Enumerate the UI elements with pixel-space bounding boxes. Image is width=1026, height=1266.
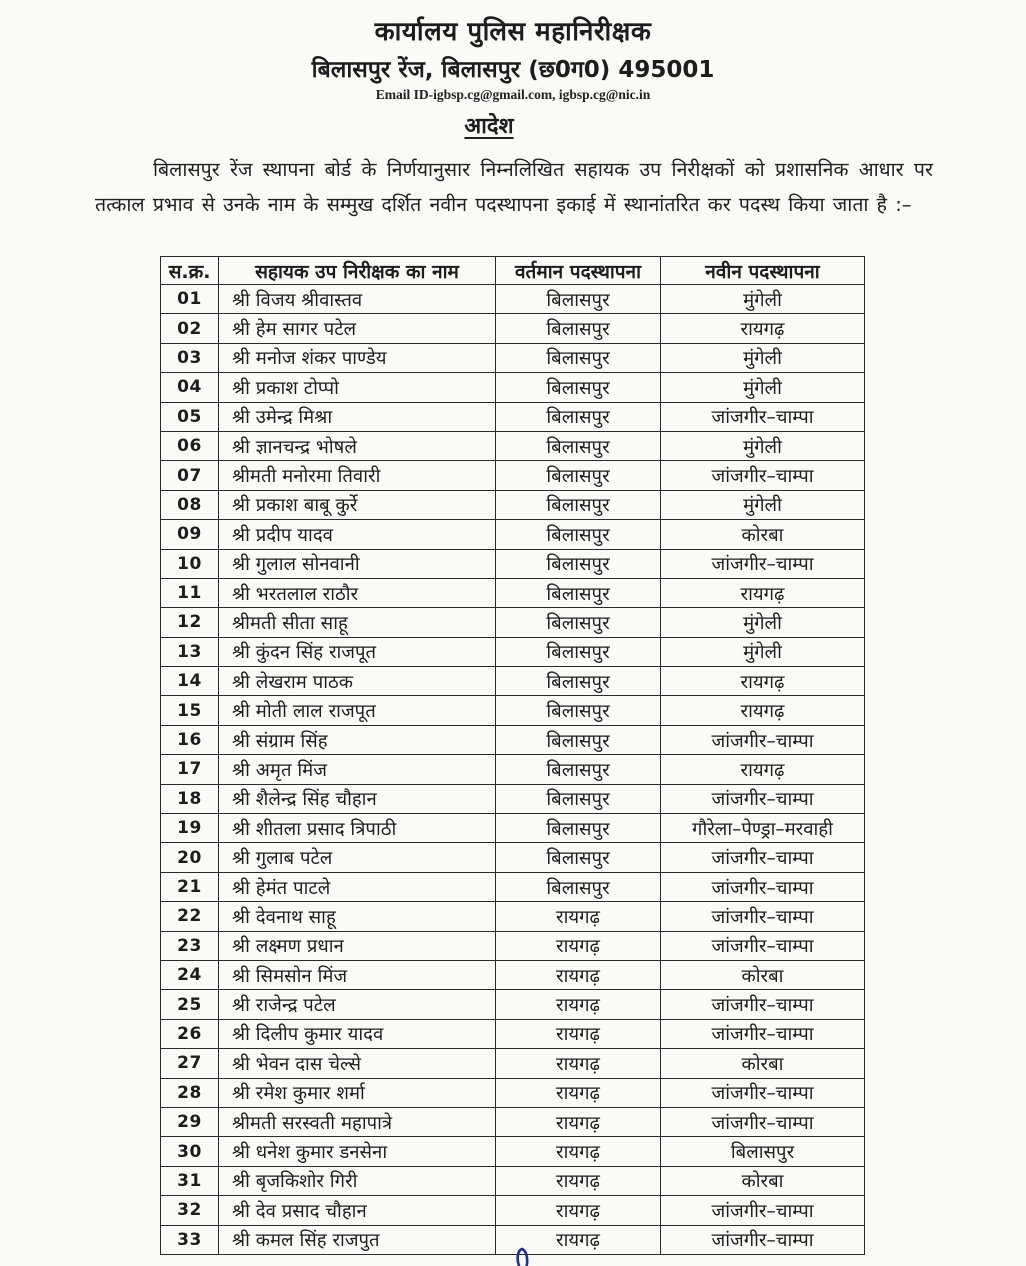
row-name-cell: श्री शीतला प्रसाद त्रिपाठी	[219, 814, 496, 843]
table-row	[161, 520, 865, 549]
row-new-posting-cell: जांजगीर–चाम्पा	[661, 1107, 865, 1136]
row-name-cell: श्री हेम सागर पटेल	[219, 314, 496, 343]
row-new-posting-cell: जांजगीर–चाम्पा	[661, 843, 865, 872]
row-name-cell: श्री कुंदन सिंह राजपूत	[219, 637, 496, 666]
table-row	[161, 373, 865, 402]
table-row	[161, 960, 865, 989]
row-current-posting-cell: बिलासपुर	[496, 520, 661, 549]
row-serial-cell: 29	[161, 1107, 219, 1136]
row-current-posting-cell: रायगढ़	[496, 990, 661, 1019]
table-row	[161, 725, 865, 754]
table-row	[161, 549, 865, 578]
table-row	[161, 755, 865, 784]
table-row	[161, 1019, 865, 1048]
row-name-cell: श्री प्रदीप यादव	[219, 520, 496, 549]
row-name-cell: श्री धनेश कुमार डनसेना	[219, 1137, 496, 1166]
table-row	[161, 343, 865, 372]
row-new-posting-cell: जांजगीर–चाम्पा	[661, 931, 865, 960]
row-current-posting-cell: बिलासपुर	[496, 784, 661, 813]
row-current-posting-cell: बिलासपुर	[496, 314, 661, 343]
row-new-posting-cell: जांजगीर–चाम्पा	[661, 784, 865, 813]
row-new-posting-cell: जांजगीर–चाम्पा	[661, 402, 865, 431]
table-row	[161, 1078, 865, 1107]
row-serial-cell: 16	[161, 725, 219, 754]
table-row	[161, 285, 865, 314]
table-row	[161, 314, 865, 343]
table-row	[161, 931, 865, 960]
row-name-cell: श्री ज्ञानचन्द्र भोषले	[219, 431, 496, 460]
row-name-cell: श्री रमेश कुमार शर्मा	[219, 1078, 496, 1107]
row-serial-cell: 19	[161, 814, 219, 843]
row-current-posting-cell: रायगढ़	[496, 902, 661, 931]
table-row	[161, 696, 865, 725]
row-name-cell: श्रीमती सरस्वती महापात्रे	[219, 1107, 496, 1136]
row-name-cell: श्री मनोज शंकर पाण्डेय	[219, 343, 496, 372]
row-name-cell: श्री राजेन्द्र पटेल	[219, 990, 496, 1019]
row-serial-cell: 03	[161, 343, 219, 372]
row-new-posting-cell: जांजगीर–चाम्पा	[661, 1225, 865, 1254]
row-new-posting-cell: रायगढ़	[661, 667, 865, 696]
row-new-posting-cell: रायगढ़	[661, 314, 865, 343]
row-serial-cell: 32	[161, 1196, 219, 1225]
order-heading-wrap	[0, 110, 1026, 140]
row-serial-cell: 09	[161, 520, 219, 549]
row-current-posting-cell: बिलासपुर	[496, 431, 661, 460]
row-current-posting-cell: रायगढ़	[496, 1107, 661, 1136]
table-row	[161, 1196, 865, 1225]
row-new-posting-cell: मुंगेली	[661, 343, 865, 372]
table-row	[161, 843, 865, 872]
row-current-posting-cell: बिलासपुर	[496, 725, 661, 754]
order-body-paragraph: बिलासपुर रेंज स्थापना बोर्ड के निर्णयानुसार निम्नलिखित सहायक उप निरीक्षकों को प्रशासनिक आधार पर तत्काल प्रभाव से उनके नाम के सम्मुख दर्शित नवीन पदस्थापना इकाई में स्थानांतरित कर पदस्थ किया जाता है :–	[95, 158, 933, 216]
row-current-posting-cell: बिलासपुर	[496, 285, 661, 314]
row-name-cell: श्री लेखराम पाठक	[219, 667, 496, 696]
row-serial-cell: 18	[161, 784, 219, 813]
row-name-cell: श्री देवनाथ साहू	[219, 902, 496, 931]
row-new-posting-cell: रायगढ़	[661, 755, 865, 784]
row-current-posting-cell: बिलासपुर	[496, 578, 661, 607]
table-row	[161, 578, 865, 607]
row-serial-cell: 21	[161, 872, 219, 901]
row-name-cell: श्री दिलीप कुमार यादव	[219, 1019, 496, 1048]
row-serial-cell: 23	[161, 931, 219, 960]
row-current-posting-cell: बिलासपुर	[496, 549, 661, 578]
table-row	[161, 637, 865, 666]
row-serial-cell: 25	[161, 990, 219, 1019]
row-serial-cell: 07	[161, 461, 219, 490]
table-row	[161, 872, 865, 901]
row-current-posting-cell: बिलासपुर	[496, 755, 661, 784]
table-row	[161, 1166, 865, 1195]
row-name-cell: श्री विजय श्रीवास्तव	[219, 285, 496, 314]
row-name-cell: श्री गुलाब पटेल	[219, 843, 496, 872]
row-name-cell: श्री संग्राम सिंह	[219, 725, 496, 754]
row-new-posting-cell: मुंगेली	[661, 608, 865, 637]
row-new-posting-cell: कोरबा	[661, 520, 865, 549]
row-serial-cell: 26	[161, 1019, 219, 1048]
row-current-posting-cell: रायगढ़	[496, 1019, 661, 1048]
table-row	[161, 402, 865, 431]
row-new-posting-cell: जांजगीर–चाम्पा	[661, 872, 865, 901]
table-row	[161, 1049, 865, 1078]
row-name-cell: श्री अमृत मिंज	[219, 755, 496, 784]
table-row	[161, 490, 865, 519]
row-current-posting-cell: रायगढ़	[496, 960, 661, 989]
row-serial-cell: 10	[161, 549, 219, 578]
blue-pen-stroke	[513, 1247, 531, 1266]
row-name-cell: श्री उमेन्द्र मिश्रा	[219, 402, 496, 431]
row-new-posting-cell: बिलासपुर	[661, 1137, 865, 1166]
header-serial: स.क्र.	[161, 257, 219, 285]
order-heading: आदेश	[464, 114, 514, 139]
row-current-posting-cell: बिलासपुर	[496, 843, 661, 872]
row-serial-cell: 20	[161, 843, 219, 872]
row-current-posting-cell: रायगढ़	[496, 1078, 661, 1107]
table-row	[161, 431, 865, 460]
row-serial-cell: 17	[161, 755, 219, 784]
row-name-cell: श्री लक्ष्मण प्रधान	[219, 931, 496, 960]
row-current-posting-cell: रायगढ़	[496, 1196, 661, 1225]
row-new-posting-cell: जांजगीर–चाम्पा	[661, 549, 865, 578]
row-current-posting-cell: बिलासपुर	[496, 461, 661, 490]
row-current-posting-cell: बिलासपुर	[496, 814, 661, 843]
row-current-posting-cell: रायगढ़	[496, 931, 661, 960]
row-name-cell: श्री मोती लाल राजपूत	[219, 696, 496, 725]
row-name-cell: श्री भरतलाल राठौर	[219, 578, 496, 607]
row-serial-cell: 06	[161, 431, 219, 460]
row-current-posting-cell: बिलासपुर	[496, 608, 661, 637]
table-row	[161, 990, 865, 1019]
table-row	[161, 1107, 865, 1136]
row-current-posting-cell: रायगढ़	[496, 1137, 661, 1166]
row-serial-cell: 05	[161, 402, 219, 431]
row-serial-cell: 24	[161, 960, 219, 989]
header-new-posting: नवीन पदस्थापना	[661, 257, 865, 285]
row-serial-cell: 22	[161, 902, 219, 931]
row-current-posting-cell: रायगढ़	[496, 1049, 661, 1078]
transfer-table-header	[161, 257, 865, 285]
header-row	[161, 257, 865, 285]
row-new-posting-cell: मुंगेली	[661, 637, 865, 666]
table-row	[161, 608, 865, 637]
row-serial-cell: 15	[161, 696, 219, 725]
row-serial-cell: 08	[161, 490, 219, 519]
row-current-posting-cell: बिलासपुर	[496, 872, 661, 901]
table-row	[161, 1137, 865, 1166]
table-row	[161, 814, 865, 843]
row-serial-cell: 27	[161, 1049, 219, 1078]
table-row	[161, 461, 865, 490]
table-row	[161, 667, 865, 696]
row-name-cell: श्री गुलाल सोनवानी	[219, 549, 496, 578]
row-new-posting-cell: जांजगीर–चाम्पा	[661, 990, 865, 1019]
row-current-posting-cell: बिलासपुर	[496, 343, 661, 372]
row-current-posting-cell: बिलासपुर	[496, 402, 661, 431]
header-current-posting: वर्तमान पदस्थापना	[496, 257, 661, 285]
row-new-posting-cell: मुंगेली	[661, 285, 865, 314]
letterhead	[0, 12, 1026, 103]
row-serial-cell: 30	[161, 1137, 219, 1166]
row-serial-cell: 28	[161, 1078, 219, 1107]
row-serial-cell: 12	[161, 608, 219, 637]
row-current-posting-cell: रायगढ़	[496, 1166, 661, 1195]
row-current-posting-cell: रायगढ़	[496, 1225, 661, 1254]
row-current-posting-cell: बिलासपुर	[496, 373, 661, 402]
row-new-posting-cell: कोरबा	[661, 1166, 865, 1195]
transfer-table	[160, 256, 865, 1255]
row-current-posting-cell: बिलासपुर	[496, 490, 661, 519]
office-email: Email ID-igbsp.cg@gmail.com, igbsp.cg@nic.in	[375, 87, 651, 102]
row-serial-cell: 02	[161, 314, 219, 343]
row-name-cell: श्री हेमंत पाटले	[219, 872, 496, 901]
row-name-cell: श्री प्रकाश बाबू कुर्रे	[219, 490, 496, 519]
row-name-cell: श्री प्रकाश टोप्पो	[219, 373, 496, 402]
office-address: बिलासपुर रेंज, बिलासपुर (छ0ग0) 495001	[311, 57, 715, 83]
table-row	[161, 784, 865, 813]
row-serial-cell: 33	[161, 1225, 219, 1254]
office-name: कार्यालय पुलिस महानिरीक्षक	[374, 17, 652, 47]
row-serial-cell: 01	[161, 285, 219, 314]
row-name-cell: श्रीमती मनोरमा तिवारी	[219, 461, 496, 490]
row-serial-cell: 04	[161, 373, 219, 402]
row-name-cell: श्री सिमसोन मिंज	[219, 960, 496, 989]
transfer-table-body	[161, 285, 865, 1255]
row-new-posting-cell: रायगढ़	[661, 696, 865, 725]
row-name-cell: श्री कमल सिंह राजपुत	[219, 1225, 496, 1254]
table-row	[161, 902, 865, 931]
row-current-posting-cell: बिलासपुर	[496, 667, 661, 696]
row-new-posting-cell: मुंगेली	[661, 373, 865, 402]
row-serial-cell: 11	[161, 578, 219, 607]
row-new-posting-cell: जांजगीर–चाम्पा	[661, 1196, 865, 1225]
row-name-cell: श्रीमती सीता साहू	[219, 608, 496, 637]
row-serial-cell: 13	[161, 637, 219, 666]
row-new-posting-cell: रायगढ़	[661, 578, 865, 607]
row-name-cell: श्री शैलेन्द्र सिंह चौहान	[219, 784, 496, 813]
row-new-posting-cell: जांजगीर–चाम्पा	[661, 1078, 865, 1107]
row-name-cell: श्री देव प्रसाद चौहान	[219, 1196, 496, 1225]
row-new-posting-cell: गौरेला–पेण्ड्रा–मरवाही	[661, 814, 865, 843]
row-new-posting-cell: जांजगीर–चाम्पा	[661, 1019, 865, 1048]
row-name-cell: श्री बृजकिशोर गिरी	[219, 1166, 496, 1195]
row-new-posting-cell: मुंगेली	[661, 431, 865, 460]
row-serial-cell: 14	[161, 667, 219, 696]
row-serial-cell: 31	[161, 1166, 219, 1195]
row-current-posting-cell: बिलासपुर	[496, 696, 661, 725]
row-new-posting-cell: कोरबा	[661, 1049, 865, 1078]
row-new-posting-cell: जांजगीर–चाम्पा	[661, 725, 865, 754]
row-new-posting-cell: कोरबा	[661, 960, 865, 989]
row-name-cell: श्री भेवन दास चेल्से	[219, 1049, 496, 1078]
row-new-posting-cell: जांजगीर–चाम्पा	[661, 461, 865, 490]
row-current-posting-cell: बिलासपुर	[496, 637, 661, 666]
row-new-posting-cell: मुंगेली	[661, 490, 865, 519]
header-name: सहायक उप निरीक्षक का नाम	[219, 257, 496, 285]
row-new-posting-cell: जांजगीर–चाम्पा	[661, 902, 865, 931]
